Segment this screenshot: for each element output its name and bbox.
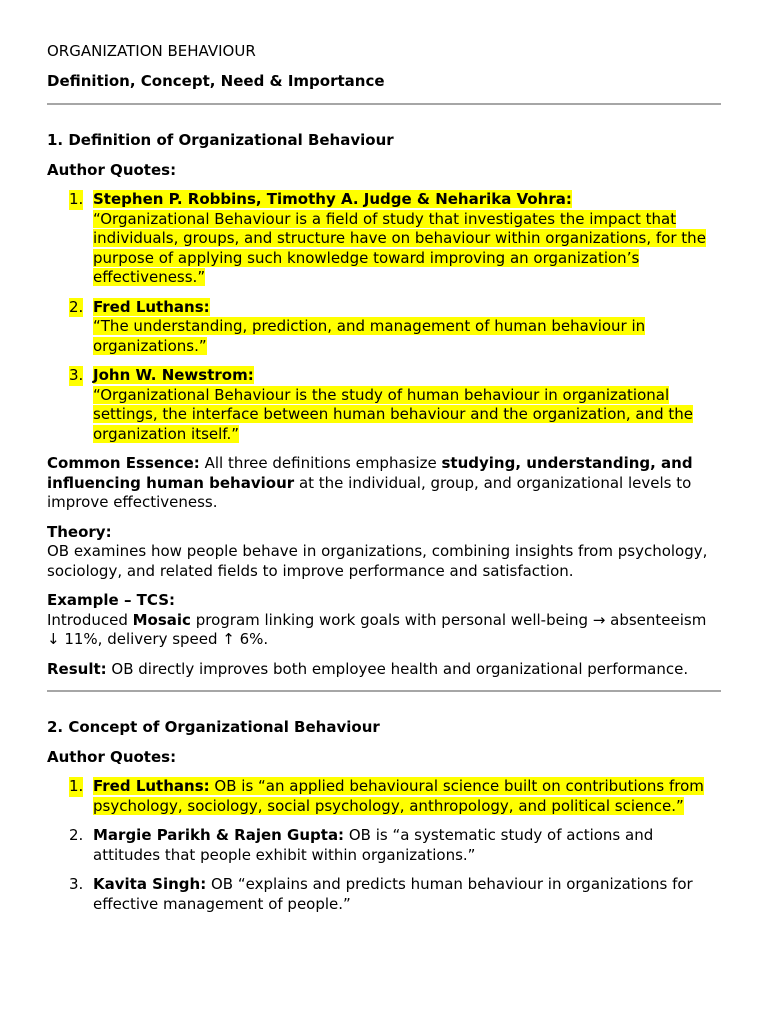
common-essence-paragraph [47,454,721,513]
list-item [47,298,721,357]
paragraph-text: OB directly improves both employee health and organizational performance. [106,659,689,678]
list-item [47,190,721,288]
quote-author: Kavita Singh: [93,875,207,893]
paragraph-label: Common Essence: [47,454,200,472]
paragraph-text: program linking work goals with personal well-being → absenteeism ↓ 11%, delivery speed ↑ 6%. [47,610,707,648]
list-item [47,875,721,914]
list-number: 1. [69,190,84,208]
list-item [47,826,721,865]
quote-text: “Organizational Behaviour is a field of study that investigates the impact that individuals, groups, and structure have on behaviour within organizations, for the purpose of applying such knowledge toward improving an organization’s effectiveness.” [93,209,706,286]
document-title: ORGANIZATION BEHAVIOUR [47,42,256,60]
quote-text: OB is “an applied behavioural science built on contributions from psychology, sociology, social psychology, anthropology, and political science.” [93,777,704,815]
quote-text: “The understanding, prediction, and management of human behaviour in organizations.” [93,317,646,355]
quote-author: Margie Parikh & Rajen Gupta: [93,826,345,844]
result-paragraph [47,660,721,680]
divider [47,690,721,692]
paragraph-text: All three definitions emphasize [199,454,442,472]
theory-text: OB examines how people behave in organizations, combining insights from psychology, sociology, and related fields to improve performance and satisfaction. [47,542,708,580]
emphasis-text: studying, understanding, and influencing human behaviour [47,454,693,492]
quote-author: John W. Newstrom: [93,366,254,384]
paragraph-text: Introduced [47,610,133,629]
section-heading: 1. Definition of Organizational Behaviour [47,131,394,149]
author-quotes-label: Author Quotes: [47,160,177,179]
list-number: 2. [69,297,84,316]
emphasis-text: Mosaic [132,610,191,629]
quote-author: Fred Luthans: [93,777,210,795]
section-heading: 2. Concept of Organizational Behaviour [47,718,380,736]
list-item [47,777,721,816]
paragraph-text: at the individual, group, and organizational levels to improve effectiveness. [47,473,692,511]
theory-label: Theory: [47,522,112,541]
example-label: Example – TCS: [47,591,175,609]
quote-author: Fred Luthans: [93,297,210,316]
list-number: 3. [69,875,84,893]
paragraph-label: Result: [47,659,107,678]
document-subtitle: Definition, Concept, Need & Importance [47,71,385,90]
quote-list [47,777,721,914]
list-number: 3. [69,366,84,384]
list-number: 1. [69,777,84,795]
quote-author: Stephen P. Robbins, Timothy A. Judge & Neharika Vohra: [93,190,572,208]
quote-text: “Organizational Behaviour is the study of human behaviour in organizational settings, the interface between human behaviour and the organization, and the organization itself.” [93,385,694,443]
quote-text: OB is “a systematic study of actions and attitudes that people exhibit within organizations.” [93,826,654,864]
list-number: 2. [69,826,84,844]
divider [47,103,721,105]
list-item [47,366,721,444]
author-quotes-label: Author Quotes: [47,747,177,766]
quote-list [47,190,721,444]
example-paragraph [47,611,721,650]
quote-text: OB “explains and predicts human behaviour in organizations for effective management of people.” [93,875,693,913]
